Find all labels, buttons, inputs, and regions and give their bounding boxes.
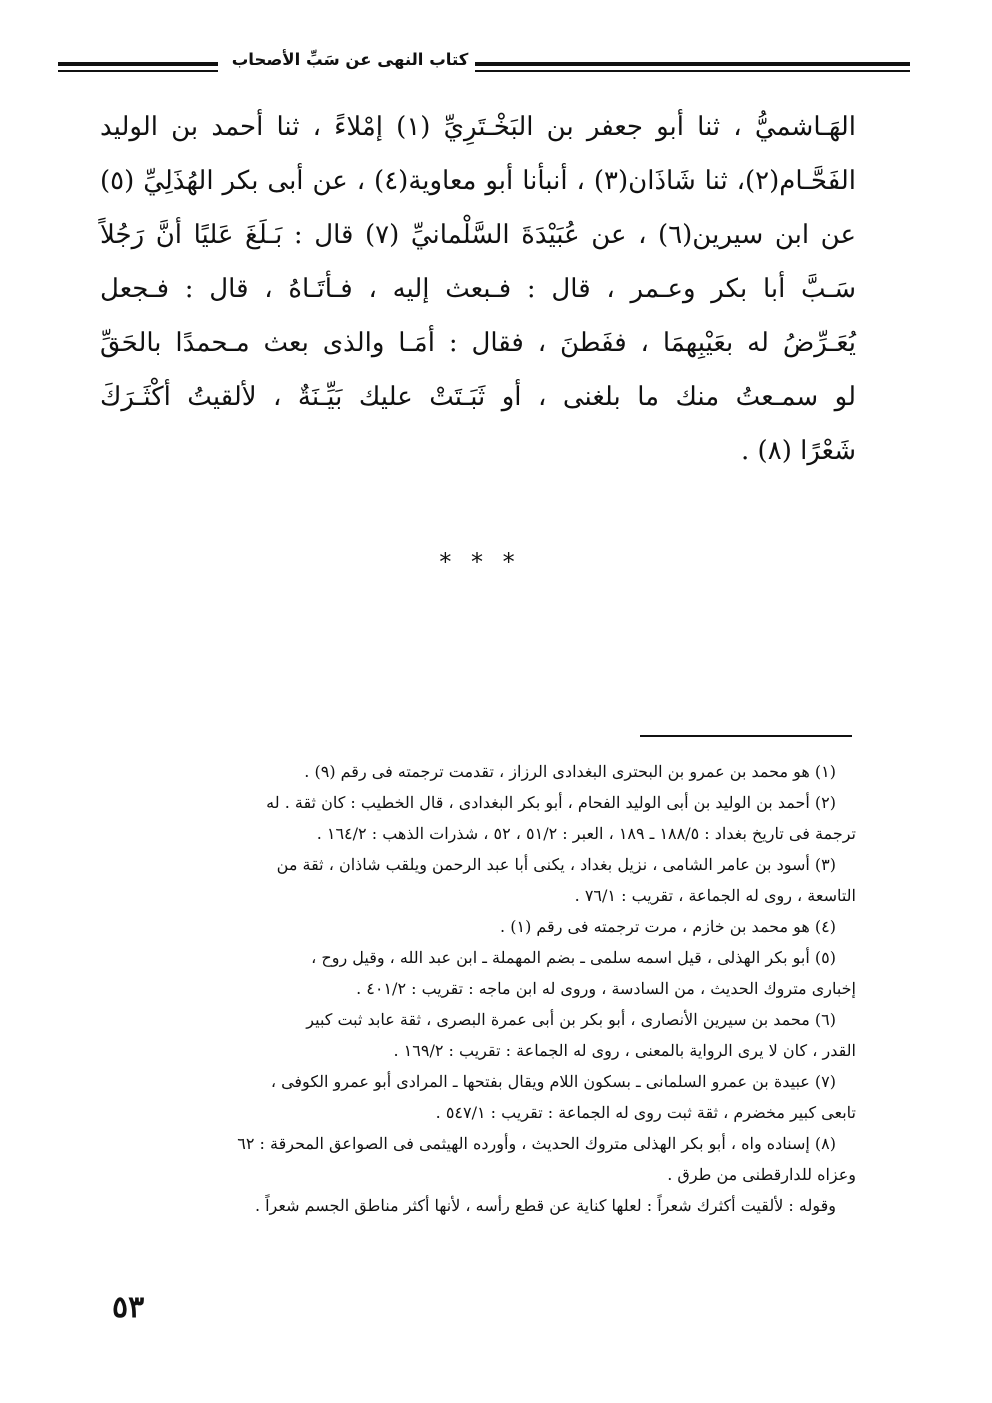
footnote-line: (٦) محمد بن سيرين الأنصارى ، أبو بكر بن أبى عمرة البصرى ، ثقة عابد ثبت كبير bbox=[306, 1010, 836, 1029]
footnote-line: (٤) هو محمد بن خازم ، مرت ترجمته فى رقم (١) . bbox=[500, 917, 836, 936]
footnotes-block bbox=[100, 756, 856, 1221]
footnote-line: (٥) أبو بكر الهذلى ، قيل اسمه سلمى ـ بضم المهملة ـ ابن عبد الله ، وقيل روح ، bbox=[311, 948, 836, 967]
footnote-line: (٨) إسناده واه ، أبو بكر الهذلى متروك الحديث ، وأورده الهيثمى فى الصواعق المحرقة : ٦٢ bbox=[237, 1134, 836, 1153]
footnote-line: إخبارى متروك الحديث ، من السادسة ، وروى له ابن ماجه : تقريب : ٤٠١/٢ . bbox=[356, 979, 856, 998]
footnote-line: القدر ، كان لا يرى الرواية بالمعنى ، روى له الجماعة : تقريب : ١٦٩/٢ . bbox=[393, 1041, 856, 1060]
header-title: كتاب النهى عن سَبِّ الأصحاب bbox=[231, 50, 469, 69]
main-text-line: الهَـاشميُّ ، ثنا أبو جعفر بن البَخْـتَرِيِّ (١) إمْلاءً ، ثنا أحمد بن الوليد bbox=[100, 112, 857, 142]
footnote-line: (٧) عبيدة بن عمرو السلمانى ـ بسكون اللام ويقال بفتحها ـ المرادى أبو عمرو الكوفى ، bbox=[270, 1072, 836, 1091]
main-text-line: عن ابن سيرين(٦) ، عن عُبَيْدَةَ السَّلْمانيِّ (٧) قال : بَـلَغَ عَليًا أنَّ رَجُلاً bbox=[100, 220, 856, 250]
footnote-line: (٢) أحمد بن الوليد بن أبى الوليد الفحام ، أبو بكر البغدادى ، قال الخطيب : كان ثقة . له bbox=[266, 793, 836, 812]
main-text-line: شَعْرًا (٨) . bbox=[741, 436, 856, 466]
section-separator: * * * bbox=[439, 548, 521, 576]
footnote-line: وعزاه للدارقطنى من طرق . bbox=[667, 1165, 856, 1184]
main-text-line: يُعَـرِّضُ له بعَيْبِهمَا ، ففَطنَ ، فقال : أمَـا والذى بعث مـحمدًا بالحَقِّ bbox=[100, 328, 856, 358]
main-text-line: سَـبَّ أبا بكر وعـمر ، قال : فـبعث إليه ، فـأتَـاهُ ، قال : فـجعل bbox=[100, 274, 856, 304]
main-text-block bbox=[100, 100, 856, 478]
footnote-line: التاسعة ، روى له الجماعة ، تقريب : ٧٦/١ . bbox=[574, 886, 856, 905]
footnote-line: تابعى كبير مخضرم ، ثقة ثبت روى له الجماعة : تقريب : ٥٤٧/١ . bbox=[435, 1103, 856, 1122]
page-number: ٥٣ bbox=[112, 1290, 145, 1325]
running-header bbox=[50, 48, 860, 88]
footnote-divider bbox=[640, 735, 852, 737]
footnote-line: وقوله : لألقيت أكثرك شعراً : لعلها كناية عن قطع رأسه ، لأنها أكثر مناطق الجسم شعراً . bbox=[254, 1196, 836, 1215]
footnote-line: (٣) أسود بن عامر الشامى ، نزيل بغداد ، يكنى أبا عبد الرحمن ويلقب شاذان ، ثقة من bbox=[276, 855, 836, 874]
header-rule-left bbox=[58, 62, 218, 72]
main-text-line: لو سمـعتُ منك ما بلغنى ، أو ثَبَـتَتْ عليك بَيِّـنَةٌ ، لألقيتُ أكْثَـرَكَ bbox=[100, 382, 856, 412]
main-text-line: الفَحَّـام(٢)، ثنا شَاذَان(٣) ، أنبأنا أبو معاوية(٤) ، عن أبى بكر الهُذَلِيِّ (٥) bbox=[100, 166, 856, 196]
footnote-line: (١) هو محمد بن عمرو بن البحترى البغدادى الرزاز ، تقدمت ترجمته فى رقم (٩) . bbox=[304, 762, 836, 781]
footnote-line: ترجمة فى تاريخ بغداد : ١٨٨/٥ ـ ١٨٩ ، العبر : ٥١/٢ ، ٥٢ ، شذرات الذهب : ١٦٤/٢ . bbox=[316, 824, 856, 843]
header-rule-right bbox=[475, 62, 910, 72]
